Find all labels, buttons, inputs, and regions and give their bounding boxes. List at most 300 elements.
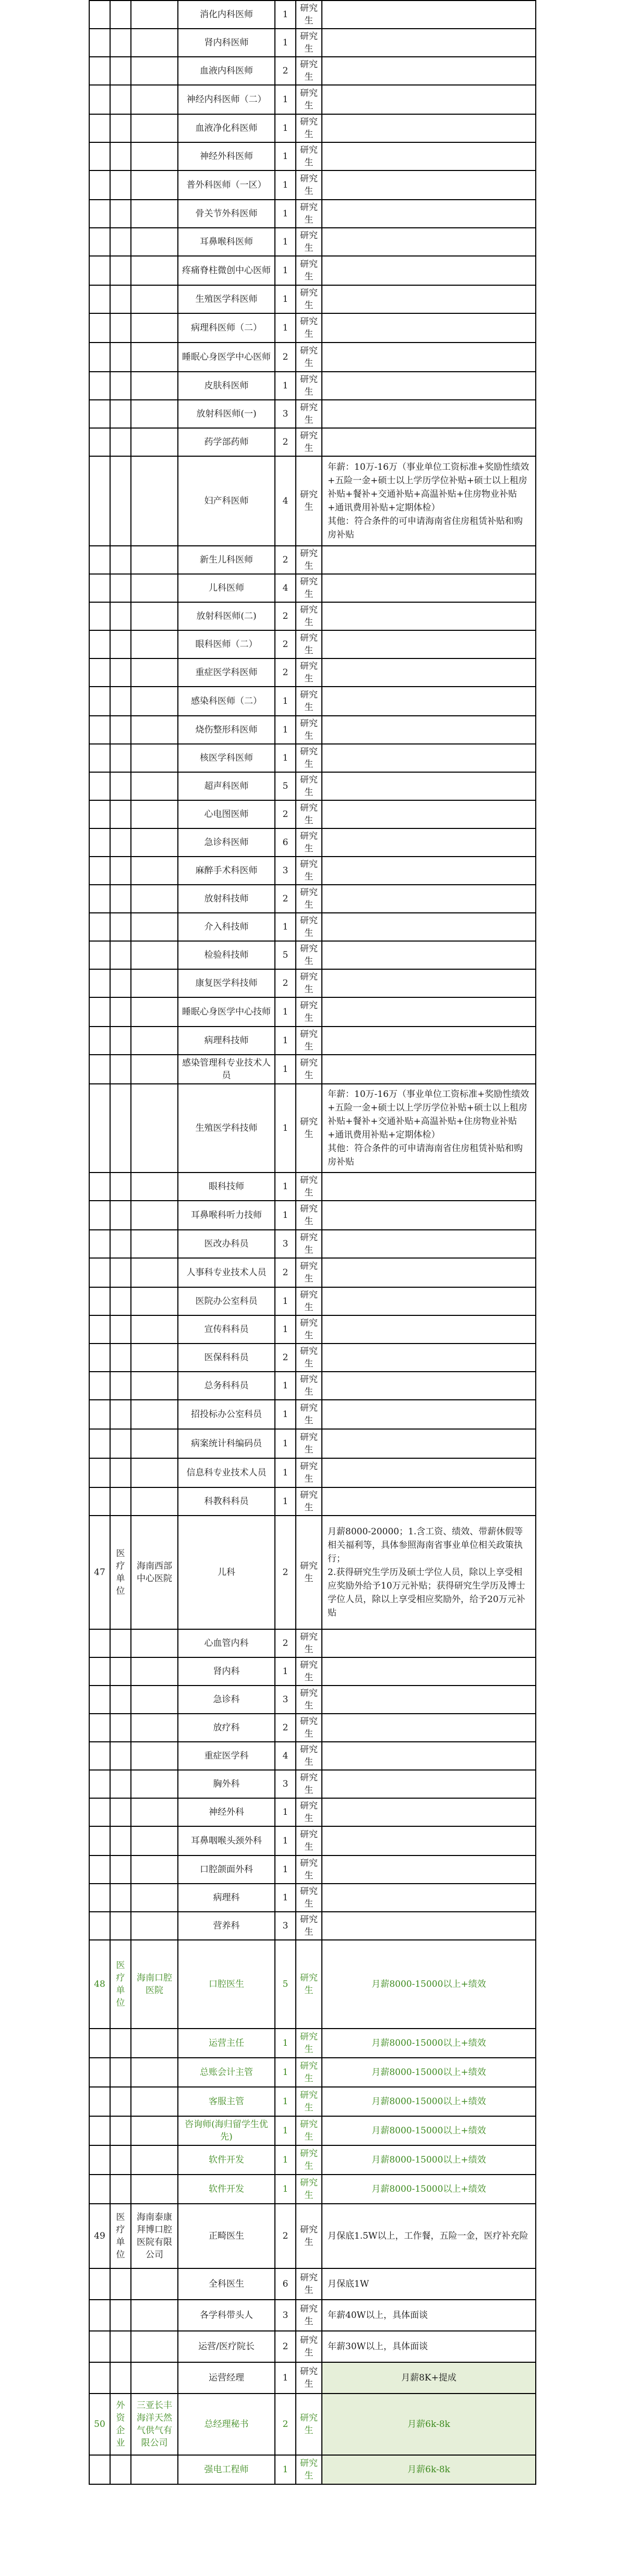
salary-benefits-cell: 月薪8000-15000以上+绩效 — [322, 2087, 536, 2116]
education-cell: 研究生 — [296, 630, 322, 658]
table-row — [89, 2204, 536, 2268]
unit-type-cell — [110, 1657, 131, 1686]
table-row — [89, 1201, 536, 1230]
unit-name-cell — [131, 1084, 178, 1173]
education-cell: 研究生 — [296, 857, 322, 885]
education-cell: 研究生 — [296, 1287, 322, 1315]
post-name-cell: 神经外科 — [178, 1798, 275, 1826]
education-cell: 研究生 — [296, 2029, 322, 2058]
education-cell: 研究生 — [296, 2268, 322, 2300]
table-row — [89, 602, 536, 630]
unit-type-cell — [110, 1912, 131, 1940]
unit-type-cell — [110, 2175, 131, 2204]
post-name-cell: 正畸医生 — [178, 2204, 275, 2268]
post-name-cell: 运营主任 — [178, 2029, 275, 2058]
post-name-cell: 皮肤科医师 — [178, 372, 275, 400]
headcount-cell: 1 — [275, 1173, 296, 1201]
table-row — [89, 2268, 536, 2300]
education-cell: 研究生 — [296, 1912, 322, 1940]
headcount-cell: 1 — [275, 1, 296, 29]
row-number-cell — [89, 800, 110, 828]
education-cell: 研究生 — [296, 1055, 322, 1084]
row-number-cell — [89, 1027, 110, 1055]
unit-name-cell — [131, 1429, 178, 1458]
row-number-cell — [89, 1629, 110, 1657]
post-name-cell: 心血管内科 — [178, 1629, 275, 1657]
unit-name-cell — [131, 857, 178, 885]
row-number-cell — [89, 1912, 110, 1940]
unit-type-cell — [110, 1287, 131, 1315]
post-name-cell: 睡眠心身医学中心医师 — [178, 343, 275, 372]
education-cell: 研究生 — [296, 85, 322, 114]
salary-benefits-cell: 月薪8000-15000以上+绩效 — [322, 2145, 536, 2175]
education-cell: 研究生 — [296, 142, 322, 170]
headcount-cell: 3 — [275, 1912, 296, 1940]
salary-benefits-cell — [322, 1487, 536, 1516]
headcount-cell: 1 — [275, 1458, 296, 1487]
row-number-cell — [89, 2331, 110, 2362]
row-number-cell — [89, 1855, 110, 1884]
unit-name-cell — [131, 1855, 178, 1884]
unit-name-cell — [131, 1315, 178, 1344]
salary-benefits-cell — [322, 142, 536, 170]
unit-name-cell — [131, 2455, 178, 2484]
education-cell: 研究生 — [296, 428, 322, 456]
post-name-cell: 放射科医师(二) — [178, 602, 275, 630]
unit-type-cell — [110, 1742, 131, 1770]
unit-name-cell — [131, 1258, 178, 1287]
headcount-cell: 2 — [275, 602, 296, 630]
unit-type-cell — [110, 372, 131, 400]
post-name-cell: 检验科技师 — [178, 941, 275, 969]
unit-name-cell — [131, 574, 178, 602]
headcount-cell: 1 — [275, 913, 296, 941]
salary-benefits-cell: 月薪6k-8k — [322, 2455, 536, 2484]
education-cell: 研究生 — [296, 200, 322, 228]
unit-name-cell — [131, 142, 178, 170]
headcount-cell: 1 — [275, 1429, 296, 1458]
salary-benefits-cell — [322, 1230, 536, 1258]
education-cell: 研究生 — [296, 772, 322, 800]
education-cell: 研究生 — [296, 170, 322, 200]
post-name-cell: 麻醉手术科医师 — [178, 857, 275, 885]
row-number-cell — [89, 456, 110, 546]
unit-type-cell: 医疗单位 — [110, 1516, 131, 1629]
unit-type-cell — [110, 1487, 131, 1516]
post-name-cell: 放疗科 — [178, 1714, 275, 1742]
post-name-cell: 生殖医学科技师 — [178, 1084, 275, 1173]
unit-type-cell — [110, 1770, 131, 1798]
table-body — [89, 1, 536, 2484]
education-cell: 研究生 — [296, 1855, 322, 1884]
salary-benefits-cell — [322, 1884, 536, 1912]
salary-benefits-cell — [322, 1372, 536, 1400]
post-name-cell: 儿科医师 — [178, 574, 275, 602]
unit-name-cell — [131, 941, 178, 969]
headcount-cell: 4 — [275, 456, 296, 546]
salary-benefits-cell — [322, 1027, 536, 1055]
unit-name-cell — [131, 85, 178, 114]
education-cell: 研究生 — [296, 602, 322, 630]
unit-name-cell — [131, 456, 178, 546]
unit-type-cell — [110, 1798, 131, 1826]
post-name-cell: 耳鼻喉科听力技师 — [178, 1201, 275, 1230]
table-row — [89, 1055, 536, 1084]
unit-name-cell — [131, 372, 178, 400]
row-number-cell: 48 — [89, 1940, 110, 2029]
post-name-cell: 血液内科医师 — [178, 57, 275, 85]
unit-name-cell — [131, 57, 178, 85]
unit-name-cell: 海南西部中心医院 — [131, 1516, 178, 1629]
headcount-cell: 4 — [275, 574, 296, 602]
unit-type-cell — [110, 1826, 131, 1855]
post-name-cell: 全科医生 — [178, 2268, 275, 2300]
row-number-cell — [89, 200, 110, 228]
headcount-cell: 3 — [275, 1770, 296, 1798]
row-number-cell — [89, 885, 110, 913]
salary-benefits-cell: 月薪8000-20000；1.含工资、绩效、带薪休假等相关福利等，具体参照海南省事业单位相关政策执行； 2.获得研究生学历及硕士学位人员，除以上享受相应奖励外给予10万元补贴；获得研究生学历及博士学位人员，除以上享受相应奖励外，给予20万元补贴 — [322, 1516, 536, 1629]
salary-benefits-cell — [322, 885, 536, 913]
headcount-cell: 1 — [275, 997, 296, 1027]
unit-name-cell — [131, 1458, 178, 1487]
education-cell: 研究生 — [296, 456, 322, 546]
unit-type-cell — [110, 828, 131, 857]
row-number-cell — [89, 1798, 110, 1826]
unit-name-cell — [131, 1798, 178, 1826]
salary-benefits-cell — [322, 1657, 536, 1686]
unit-type-cell — [110, 2116, 131, 2145]
row-number-cell — [89, 228, 110, 256]
headcount-cell: 1 — [275, 2087, 296, 2116]
unit-name-cell — [131, 2087, 178, 2116]
unit-type-cell — [110, 57, 131, 85]
table-row — [89, 2455, 536, 2484]
education-cell: 研究生 — [296, 997, 322, 1027]
table-row — [89, 1714, 536, 1742]
unit-type-cell — [110, 1315, 131, 1344]
unit-name-cell — [131, 2029, 178, 2058]
headcount-cell: 1 — [275, 2362, 296, 2394]
table-row — [89, 857, 536, 885]
salary-benefits-cell — [322, 256, 536, 285]
headcount-cell: 3 — [275, 400, 296, 428]
table-row — [89, 428, 536, 456]
unit-name-cell — [131, 546, 178, 574]
unit-name-cell — [131, 29, 178, 57]
headcount-cell: 2 — [275, 2394, 296, 2455]
post-name-cell: 医院办公室科员 — [178, 1287, 275, 1315]
unit-type-cell — [110, 2455, 131, 2484]
row-number-cell — [89, 57, 110, 85]
education-cell: 研究生 — [296, 687, 322, 716]
education-cell: 研究生 — [296, 1940, 322, 2029]
row-number-cell — [89, 630, 110, 658]
headcount-cell: 2 — [275, 1714, 296, 1742]
education-cell: 研究生 — [296, 2331, 322, 2362]
table-row — [89, 913, 536, 941]
headcount-cell: 1 — [275, 2175, 296, 2204]
row-number-cell: 50 — [89, 2394, 110, 2455]
unit-type-cell — [110, 2300, 131, 2331]
unit-type-cell — [110, 969, 131, 997]
education-cell: 研究生 — [296, 1657, 322, 1686]
unit-type-cell — [110, 170, 131, 200]
table-row — [89, 1, 536, 29]
unit-name-cell — [131, 2300, 178, 2331]
unit-name-cell: 海南口腔医院 — [131, 1940, 178, 2029]
salary-benefits-cell — [322, 85, 536, 114]
post-name-cell: 耳鼻喉科医师 — [178, 228, 275, 256]
salary-benefits-cell — [322, 1714, 536, 1742]
row-number-cell — [89, 687, 110, 716]
row-number-cell — [89, 2300, 110, 2331]
table-row — [89, 2029, 536, 2058]
post-name-cell: 生殖医学科医师 — [178, 285, 275, 313]
education-cell: 研究生 — [296, 744, 322, 772]
education-cell: 研究生 — [296, 828, 322, 857]
table-row — [89, 142, 536, 170]
table-row — [89, 716, 536, 744]
row-number-cell — [89, 1372, 110, 1400]
table-row — [89, 2145, 536, 2175]
unit-type-cell — [110, 1055, 131, 1084]
education-cell: 研究生 — [296, 1230, 322, 1258]
row-number-cell — [89, 1884, 110, 1912]
education-cell: 研究生 — [296, 2300, 322, 2331]
education-cell: 研究生 — [296, 1201, 322, 1230]
unit-name-cell — [131, 256, 178, 285]
education-cell: 研究生 — [296, 1770, 322, 1798]
education-cell: 研究生 — [296, 1027, 322, 1055]
post-name-cell: 科教科科员 — [178, 1487, 275, 1516]
table-row — [89, 1487, 536, 1516]
headcount-cell: 2 — [275, 1344, 296, 1372]
unit-name-cell — [131, 343, 178, 372]
row-number-cell — [89, 1770, 110, 1798]
table-row — [89, 2300, 536, 2331]
post-name-cell: 妇产科医师 — [178, 456, 275, 546]
unit-type-cell — [110, 1344, 131, 1372]
unit-name-cell — [131, 687, 178, 716]
table-row — [89, 1287, 536, 1315]
headcount-cell: 1 — [275, 256, 296, 285]
salary-benefits-cell — [322, 969, 536, 997]
row-number-cell — [89, 428, 110, 456]
unit-type-cell: 医疗单位 — [110, 2204, 131, 2268]
post-name-cell: 急诊科医师 — [178, 828, 275, 857]
unit-type-cell — [110, 2331, 131, 2362]
post-name-cell: 疼痛脊柱微创中心医师 — [178, 256, 275, 285]
headcount-cell: 1 — [275, 744, 296, 772]
headcount-cell: 2 — [275, 1258, 296, 1287]
unit-name-cell — [131, 1173, 178, 1201]
table-row — [89, 1315, 536, 1344]
education-cell: 研究生 — [296, 546, 322, 574]
table-row — [89, 2394, 536, 2455]
unit-type-cell — [110, 1714, 131, 1742]
headcount-cell: 1 — [275, 1487, 296, 1516]
row-number-cell — [89, 343, 110, 372]
salary-benefits-cell — [322, 285, 536, 313]
salary-benefits-cell: 月保底1.5W以上，工作餐，五险一金，医疗补充险 — [322, 2204, 536, 2268]
salary-benefits-cell: 月薪8000-15000以上+绩效 — [322, 2116, 536, 2145]
unit-type-cell — [110, 687, 131, 716]
table-row — [89, 1372, 536, 1400]
unit-name-cell — [131, 2331, 178, 2362]
salary-benefits-cell — [322, 658, 536, 687]
education-cell: 研究生 — [296, 2145, 322, 2175]
post-name-cell: 放射科技师 — [178, 885, 275, 913]
post-name-cell: 重症医学科 — [178, 1742, 275, 1770]
salary-benefits-cell — [322, 941, 536, 969]
salary-benefits-cell — [322, 997, 536, 1027]
unit-type-cell — [110, 546, 131, 574]
salary-benefits-cell — [322, 687, 536, 716]
education-cell: 研究生 — [296, 1629, 322, 1657]
unit-type-cell — [110, 2268, 131, 2300]
education-cell: 研究生 — [296, 1372, 322, 1400]
table-row — [89, 546, 536, 574]
post-name-cell: 重症医学科医师 — [178, 658, 275, 687]
salary-benefits-cell: 年薪：10万-16万（事业单位工资标准+奖励性绩效+五险一金+硕士以上学历学位补贴+硕士以上租房补贴+餐补+交通补贴+高温补贴+住房物业补贴+通讯费用补贴+定期体检） 其他：符合条件的可申请海南省住房租赁补贴和购房补贴 — [322, 1084, 536, 1173]
post-name-cell: 总账会计主管 — [178, 2058, 275, 2087]
table-row — [89, 85, 536, 114]
headcount-cell: 2 — [275, 969, 296, 997]
unit-type-cell — [110, 1855, 131, 1884]
headcount-cell: 1 — [275, 1855, 296, 1884]
row-number-cell — [89, 313, 110, 343]
salary-benefits-cell — [322, 1742, 536, 1770]
row-number-cell — [89, 2087, 110, 2116]
table-row — [89, 200, 536, 228]
table-row — [89, 1855, 536, 1884]
row-number-cell — [89, 941, 110, 969]
salary-benefits-cell — [322, 828, 536, 857]
post-name-cell: 急诊科 — [178, 1686, 275, 1714]
unit-type-cell — [110, 428, 131, 456]
unit-name-cell — [131, 285, 178, 313]
education-cell: 研究生 — [296, 1742, 322, 1770]
table-row — [89, 1458, 536, 1487]
unit-name-cell — [131, 1230, 178, 1258]
table-row — [89, 285, 536, 313]
unit-type-cell — [110, 1173, 131, 1201]
table-row — [89, 343, 536, 372]
unit-type-cell — [110, 2362, 131, 2394]
row-number-cell — [89, 1686, 110, 1714]
row-number-cell — [89, 1258, 110, 1287]
recruitment-table — [89, 0, 536, 2485]
table-row — [89, 456, 536, 546]
headcount-cell: 1 — [275, 372, 296, 400]
headcount-cell: 1 — [275, 2029, 296, 2058]
row-number-cell — [89, 828, 110, 857]
unit-type-cell — [110, 2058, 131, 2087]
post-name-cell: 消化内科医师 — [178, 1, 275, 29]
row-number-cell — [89, 285, 110, 313]
post-name-cell: 烧伤整形科医师 — [178, 716, 275, 744]
row-number-cell — [89, 1055, 110, 1084]
education-cell: 研究生 — [296, 1686, 322, 1714]
post-name-cell: 咨询师(海归留学生优先) — [178, 2116, 275, 2145]
unit-name-cell — [131, 1, 178, 29]
unit-type-cell — [110, 1686, 131, 1714]
education-cell: 研究生 — [296, 1884, 322, 1912]
unit-type-cell — [110, 114, 131, 142]
salary-benefits-cell: 年薪40W以上，具体面谈 — [322, 2300, 536, 2331]
headcount-cell: 3 — [275, 857, 296, 885]
unit-type-cell — [110, 1629, 131, 1657]
unit-name-cell — [131, 1714, 178, 1742]
post-name-cell: 肾内科医师 — [178, 29, 275, 57]
salary-benefits-cell — [322, 200, 536, 228]
row-number-cell — [89, 913, 110, 941]
salary-benefits-cell — [322, 1, 536, 29]
row-number-cell — [89, 256, 110, 285]
unit-name-cell — [131, 1770, 178, 1798]
headcount-cell: 2 — [275, 2204, 296, 2268]
row-number-cell — [89, 1315, 110, 1344]
row-number-cell — [89, 1344, 110, 1372]
education-cell: 研究生 — [296, 1400, 322, 1429]
unit-name-cell — [131, 1027, 178, 1055]
salary-benefits-cell — [322, 772, 536, 800]
education-cell: 研究生 — [296, 913, 322, 941]
post-name-cell: 肾内科 — [178, 1657, 275, 1686]
table-row — [89, 1742, 536, 1770]
table-row — [89, 400, 536, 428]
table-row — [89, 1230, 536, 1258]
salary-benefits-cell — [322, 1344, 536, 1372]
post-name-cell: 睡眠心身医学中心技师 — [178, 997, 275, 1027]
headcount-cell: 1 — [275, 200, 296, 228]
salary-benefits-cell — [322, 1686, 536, 1714]
unit-name-cell — [131, 716, 178, 744]
post-name-cell: 眼科技师 — [178, 1173, 275, 1201]
salary-benefits-cell — [322, 546, 536, 574]
education-cell: 研究生 — [296, 885, 322, 913]
headcount-cell: 3 — [275, 1230, 296, 1258]
unit-type-cell — [110, 29, 131, 57]
table-row — [89, 170, 536, 200]
post-name-cell: 招投标办公室科员 — [178, 1400, 275, 1429]
table-row — [89, 2116, 536, 2145]
post-name-cell: 普外科医师（一区） — [178, 170, 275, 200]
headcount-cell: 1 — [275, 1315, 296, 1344]
education-cell: 研究生 — [296, 1258, 322, 1287]
headcount-cell: 6 — [275, 2268, 296, 2300]
row-number-cell — [89, 29, 110, 57]
education-cell: 研究生 — [296, 256, 322, 285]
salary-benefits-cell — [322, 1287, 536, 1315]
table-row — [89, 1770, 536, 1798]
row-number-cell — [89, 716, 110, 744]
table-row — [89, 828, 536, 857]
table-row — [89, 630, 536, 658]
salary-benefits-cell — [322, 400, 536, 428]
headcount-cell: 1 — [275, 687, 296, 716]
headcount-cell: 2 — [275, 630, 296, 658]
headcount-cell: 2 — [275, 57, 296, 85]
unit-type-cell — [110, 857, 131, 885]
table-row — [89, 997, 536, 1027]
unit-type-cell — [110, 2145, 131, 2175]
table-row — [89, 1629, 536, 1657]
headcount-cell: 2 — [275, 428, 296, 456]
headcount-cell: 3 — [275, 2300, 296, 2331]
headcount-cell: 1 — [275, 285, 296, 313]
salary-benefits-cell — [322, 716, 536, 744]
